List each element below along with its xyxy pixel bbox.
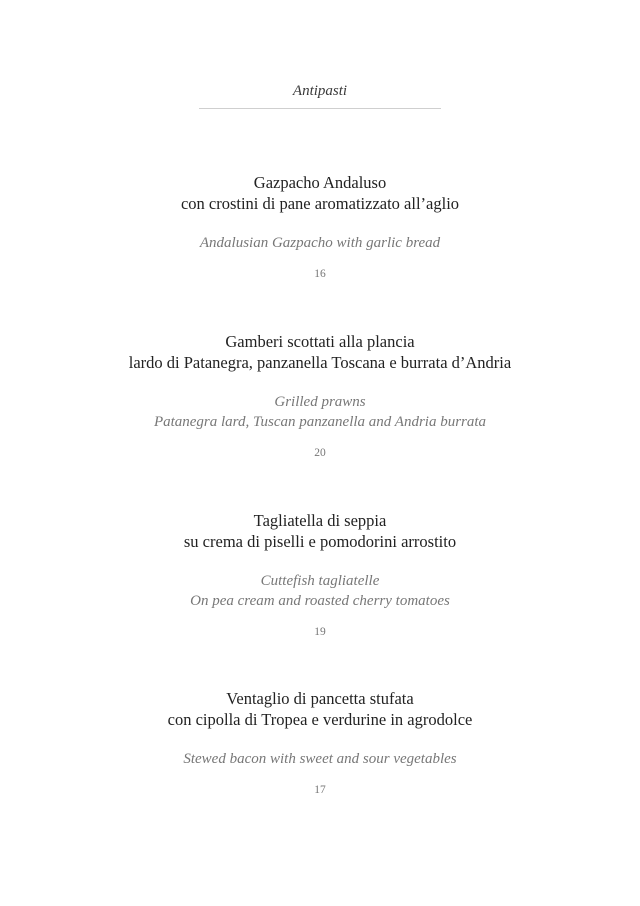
dish-italian-line: Ventaglio di pancetta stufata	[226, 689, 414, 708]
dish-price: 20	[314, 447, 326, 459]
menu-item-gamberi	[0, 331, 640, 460]
dish-english-description	[0, 233, 640, 253]
dish-price: 19	[314, 626, 326, 638]
dish-english-line: Cuttefish tagliatelle	[260, 573, 380, 589]
dish-italian-line: Tagliatella di seppia	[253, 511, 387, 530]
dish-english-description	[0, 571, 640, 611]
dish-italian-line: con cipolla di Tropea e verdurine in agrodolce	[167, 710, 473, 729]
dish-italian-name	[0, 688, 640, 730]
dish-english-description	[0, 392, 640, 432]
section-title: Antipasti	[292, 83, 348, 99]
dish-italian-line: Gazpacho Andaluso	[253, 173, 387, 192]
dish-price: 17	[314, 784, 326, 796]
dish-english-description	[0, 749, 640, 769]
dish-italian-line: su crema di piselli e pomodorini arrostito	[183, 532, 457, 551]
dish-italian-line: con crostini di pane aromatizzato all’aglio	[180, 194, 460, 213]
dish-italian-name	[0, 172, 640, 214]
dish-english-line: Stewed bacon with sweet and sour vegetables	[183, 751, 457, 767]
dish-italian-name	[0, 331, 640, 373]
menu-item-tagliatella	[0, 510, 640, 639]
dish-price: 16	[314, 268, 326, 280]
dish-english-line: Grilled prawns	[274, 394, 366, 410]
menu-item-ventaglio	[0, 688, 640, 797]
dish-italian-line: Gamberi scottati alla plancia	[225, 332, 415, 351]
dish-italian-name	[0, 510, 640, 552]
section-divider	[199, 108, 441, 109]
dish-italian-line: lardo di Patanegra, panzanella Toscana e burrata d’Andria	[128, 353, 512, 372]
dish-english-line: On pea cream and roasted cherry tomatoes	[190, 593, 450, 609]
menu-item-gazpacho	[0, 172, 640, 281]
dish-english-line: Patanegra lard, Tuscan panzanella and Andria burrata	[153, 414, 487, 430]
dish-english-line: Andalusian Gazpacho with garlic bread	[199, 235, 441, 251]
